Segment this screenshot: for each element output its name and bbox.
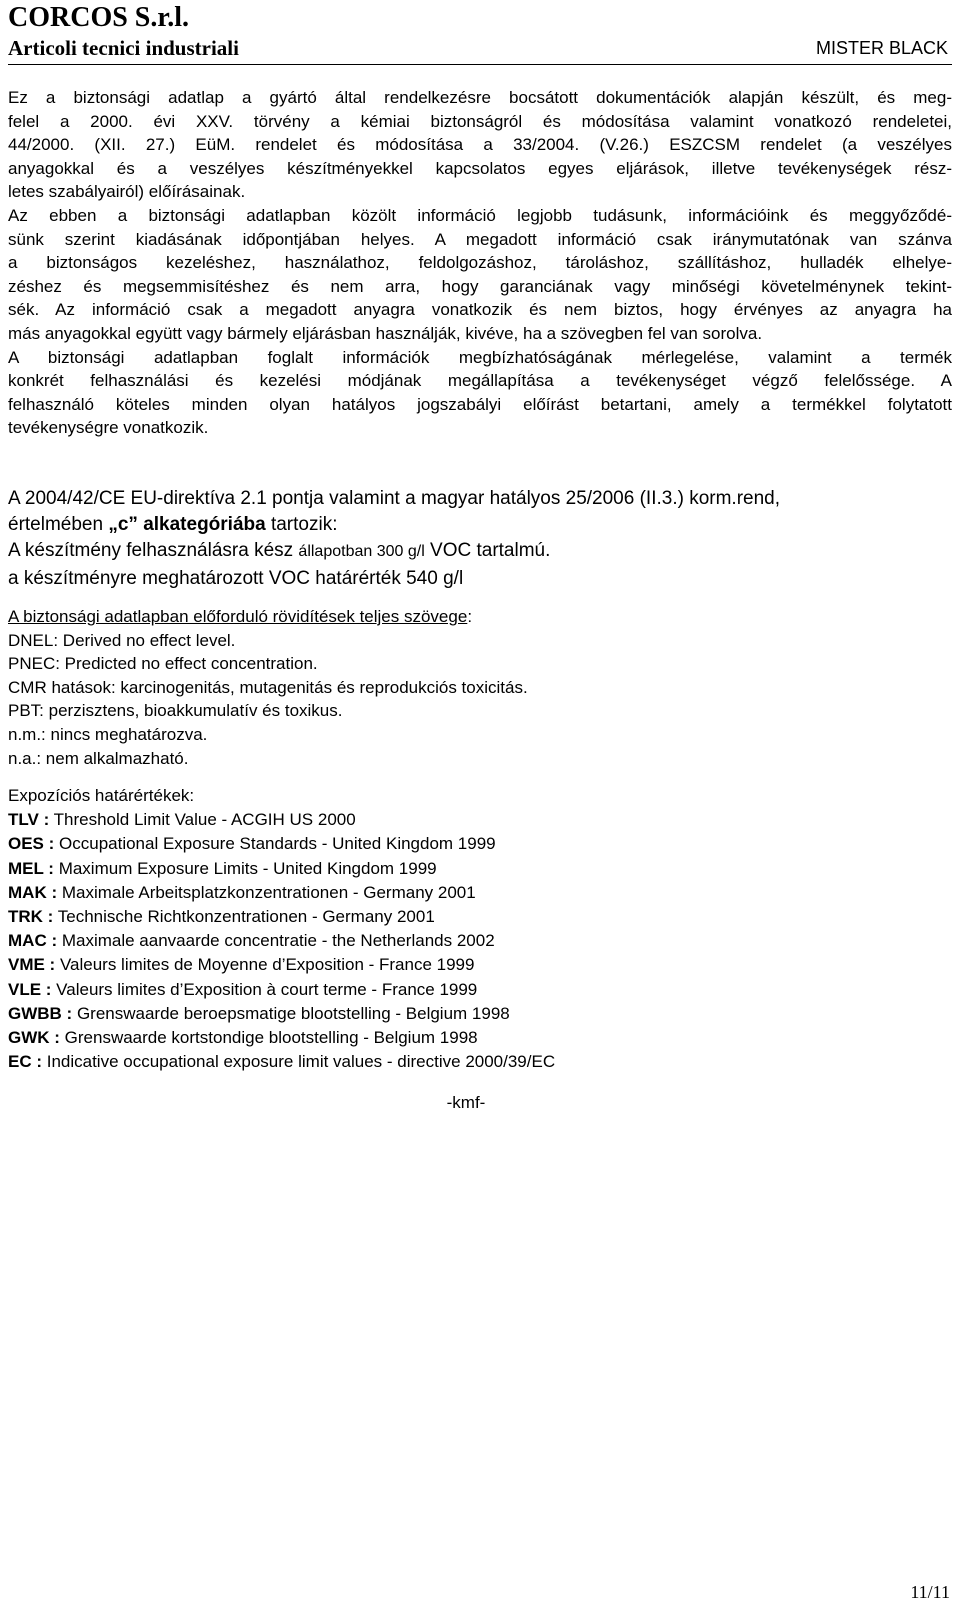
exposure-description: Technische Richtkonzentrationen - Germany 2001 [53,907,435,927]
exposure-description: Maximale Arbeitsplatzkonzentrationen - Germany 2001 [57,882,476,902]
regulation-line-3-main: A készítmény felhasználásra kész [8,540,299,562]
intro-paragraph-2 [8,204,952,346]
abbreviation-item: n.a.: nem alkalmazható. [8,748,189,768]
intro-paragraph-3 [8,346,952,440]
exposure-code: VLE : [8,979,52,999]
header-divider [8,64,952,65]
paragraph-line: zéshez és megsemmisítéshez és nem arra, hogy garanciának vagy minőségi követelménynek tekint- [8,276,952,296]
exposure-code: MEL : [8,858,54,878]
exposure-code: TLV : [8,810,50,830]
paragraph-line: a biztonságos kezeléshez, használathoz, feldolgozáshoz, tároláshoz, szállításhoz, hulladék elhelye- [8,253,952,273]
page-number: 11/11 [910,1582,950,1602]
paragraph-line: A biztonsági adatlapban foglalt információk megbízhatóságának mérlegelése, valamint a termék [8,347,952,367]
paragraph-line: konkrét felhasználási és kezelési módjának megállapítása a tevékenységet végző felelőssége. A [8,371,952,391]
exposure-item [8,1002,952,1026]
abbreviation-item: PBT: perzisztens, bioakkumulatív és toxikus. [8,701,343,721]
paragraph-line: felel a 2000. évi XXV. törvény a kémiai biztonságról és módosítása valamint vonatkozó rendeletei, [8,111,952,131]
exposure-item [8,953,952,977]
paragraph-line: tevékenységre vonatkozik. [8,418,209,438]
closing-mark [0,1092,960,1114]
exposure-code: MAC : [8,931,58,951]
regulation-line-4: a készítményre meghatározott VOC határérték 540 g/l [8,567,464,589]
paragraph-line: sék. Az információ csak a megadott anyagra vonatkozik és nem biztos, hogy érvényes az anyagra ha [8,300,952,320]
exposure-item [8,1050,952,1074]
abbreviations-section [8,605,952,770]
exposure-item [8,881,952,905]
exposure-item [8,929,952,953]
exposure-code: OES : [8,834,55,854]
voc-category: „c” alkategóriába [108,514,266,536]
regulation-section [8,486,952,592]
exposure-code: VME : [8,955,56,975]
paragraph-line: Ez a biztonsági adatlap a gyártó által rendelkezésre bocsátott dokumentációk alapján készült, és meg- [8,88,952,107]
intro-text [8,86,952,440]
regulation-line-3-small: állapotban 300 g/l [298,543,425,561]
abbreviations-heading [8,605,952,629]
exposure-description: Valeurs limites de Moyenne d’Exposition - France 1999 [55,955,475,975]
exposure-code: GWK : [8,1028,60,1048]
paragraph-line: Az ebben a biztonsági adatlapban közölt információ legjobb tudásunk, információink és meggyőződé- [8,205,952,225]
paragraph-line: felhasználó köteles minden olyan hatályos jogszabályi előírást betartani, amely a termékkel folytatott [8,394,952,414]
abbreviation-item: n.m.: nincs meghatározva. [8,724,208,744]
paragraph-line: letes szabályairól) előírásainak. [8,182,246,202]
exposure-item [8,905,952,929]
intro-paragraph-1 [8,86,952,204]
regulation-line-2-suffix: tartozik: [265,514,338,536]
regulation-line-3 [8,538,952,565]
exposure-description: Maximum Exposure Limits - United Kingdom 1999 [53,858,437,878]
exposure-limits-section [8,784,952,1074]
exposure-description: Threshold Limit Value - ACGIH US 2000 [49,810,356,830]
exposure-description: Indicative occupational exposure limit values - directive 2000/39/EC [42,1052,556,1072]
exposure-description: Valeurs limites d’Exposition à court terme - France 1999 [51,979,478,999]
exposure-description: Maximale aanvaarde concentratie - the Netherlands 2002 [57,931,495,951]
exposure-heading: Expozíciós határértékek: [8,786,195,805]
product-name: MISTER BLACK [815,38,948,58]
exposure-description: Grenswaarde kortstondige blootstelling - Belgium 1998 [59,1028,478,1048]
abbreviation-item: DNEL: Derived no effect level. [8,630,236,650]
paragraph-line: 44/2000. (XII. 27.) EüM. rendelet és módosítása a 33/2004. (V.26.) ESZCSM rendelet (a veszélyes [8,135,952,155]
company-subtitle: Articoli tecnici industriali [8,36,239,60]
abbreviation-item: PNEC: Predicted no effect concentration. [8,654,318,674]
regulation-line-2-prefix: értelmében [8,514,109,536]
exposure-item [8,857,952,881]
regulation-line-1: A 2004/42/CE EU-direktíva 2.1 pontja valamint a magyar hatályos 25/2006 (II.3.) korm.rend, [8,488,781,509]
regulation-line-2 [8,512,952,538]
exposure-code: TRK : [8,907,54,927]
exposure-code: MAK : [8,882,58,902]
regulation-line-3-end: VOC tartalmú. [424,540,551,562]
paragraph-line: sünk szerint kiadásának időpontjában helyes. A megadott információ csak iránymutatónak van szánva [8,229,952,249]
abbreviations-heading-colon: : [467,607,473,626]
exposure-item [8,808,952,832]
exposure-code: EC : [8,1052,42,1072]
exposure-item [8,978,952,1002]
abbreviations-heading-text: A biztonsági adatlapban előforduló rövidítések teljes szövege [8,607,468,626]
exposure-description: Grenswaarde beroepsmatige blootstelling - Belgium 1998 [72,1003,510,1023]
exposure-description: Occupational Exposure Standards - United Kingdom 1999 [54,834,496,854]
paragraph-line: más anyagokkal együtt vagy bármely eljárásban használják, kivéve, ha a szövegben fel van sorolva. [8,323,763,343]
exposure-item [8,1026,952,1050]
company-name: CORCOS S.r.l. [8,2,190,33]
exposure-code: GWBB : [8,1003,73,1023]
closing-mark-text: -kmf- [446,1093,486,1112]
paragraph-line: anyagokkal és a veszélyes készítményekkel kapcsolatos egyes eljárások, illetve tevékenységek rész- [8,158,952,178]
exposure-item [8,832,952,856]
abbreviation-item: CMR hatások: karcinogenitás, mutagenitás és reprodukciós toxicitás. [8,677,528,697]
